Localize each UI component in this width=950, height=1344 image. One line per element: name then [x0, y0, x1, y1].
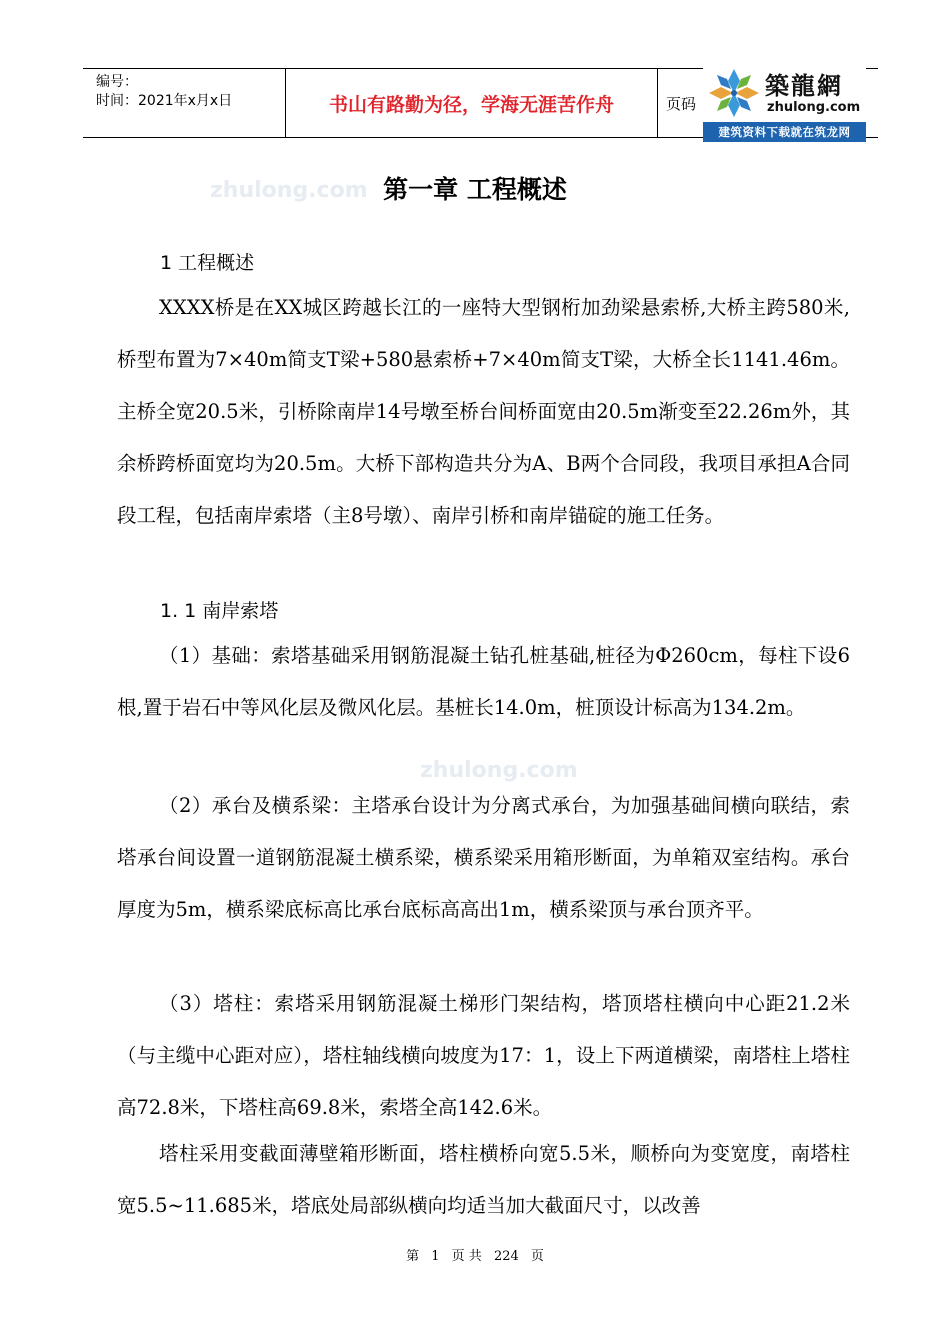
logo-name-cn: 築龍網	[765, 71, 843, 100]
page-label: 页码	[666, 95, 697, 113]
logo-site: zhulong.com	[767, 100, 861, 115]
header-motto: 书山有路勤为径，学海无涯苦作舟	[286, 69, 658, 137]
section-heading: 1 工程概述	[160, 252, 255, 274]
paragraph: 塔柱采用变截面薄壁箱形断面，塔柱横桥向宽5.5米，顺桥向为变宽度，南塔柱宽5.5~11.685米，塔底处局部纵横向均适当加大截面尺寸，以改善	[117, 1142, 850, 1217]
doc-number-label: 编号：	[96, 74, 138, 90]
paragraph: XXXX桥是在XX城区跨越长江的一座特大型钢桁加劲梁悬索桥,大桥主跨580米,桥型布置为7×40m简支T梁+580悬索桥+7×40m简支T梁，大桥全长1141.46m。主桥全宽20.5米，引桥除南岸14号墩至桥台间桥面宽由20.5m渐变至22.26m外，其余桥跨桥面宽均为20.5m。大桥下部构造共分为A、B两个合同段，我项目承担A合同段工程，包括南岸索塔（主8号墩）、南岸引桥和南岸锚碇的施工任务。	[117, 296, 850, 527]
page-footer	[0, 1245, 950, 1264]
header-meta	[83, 69, 286, 137]
paragraph: （3）塔柱：索塔采用钢筋混凝土梯形门架结构，塔顶塔柱横向中心距21.2米（与主缆中心距对应），塔柱轴线横向坡度为17：1，设上下两道横梁，南塔柱上塔柱高72.8米，下塔柱高69.8米，索塔全高142.6米。	[117, 992, 850, 1119]
chapter-title: 第一章 工程概述	[383, 175, 567, 204]
zhulong-logo	[703, 64, 866, 142]
footer-middle: 页 共	[451, 1249, 482, 1264]
doc-time-label: 时间：2021年x月x日	[96, 93, 233, 109]
watermark: zhulong.com	[210, 178, 368, 203]
watermark: zhulong.com	[420, 758, 578, 783]
logo-slogan: 建筑资料下载就在筑龙网	[703, 122, 866, 142]
footer-total-pages: 224	[493, 1249, 519, 1264]
paragraph: （2）承台及横系梁：主塔承台设计为分离式承台，为加强基础间横向联结，索塔承台间设置一道钢筋混凝土横系梁，横系梁采用箱形断面，为单箱双室结构。承台厚度为5m，横系梁底标高比承台底标高高出1m，横系梁顶与承台顶齐平。	[117, 794, 850, 921]
footer-suffix: 页	[530, 1249, 544, 1264]
zhulong-logo-icon	[707, 67, 761, 119]
subsection-heading: 1. 1 南岸索塔	[160, 600, 279, 622]
footer-prefix: 第	[406, 1249, 420, 1264]
footer-current-page: 1	[431, 1249, 440, 1264]
paragraph: （1）基础：索塔基础采用钢筋混凝土钻孔桩基础,桩径为Φ260cm，每柱下设6根,置于岩石中等风化层及微风化层。基桩长14.0m，桩顶设计标高为134.2m。	[117, 644, 850, 719]
